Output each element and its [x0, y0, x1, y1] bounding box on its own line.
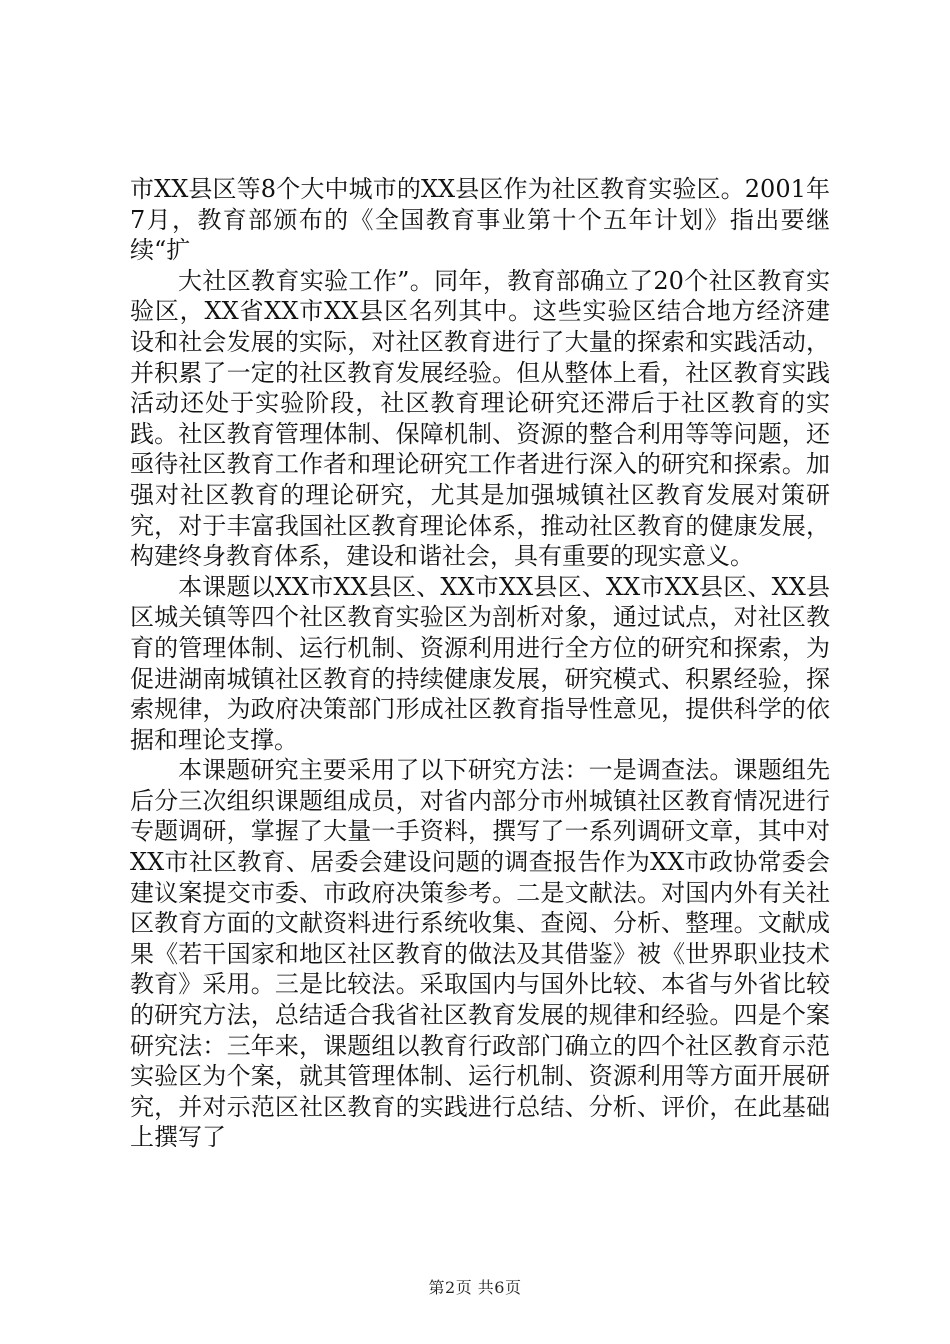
paragraph-1: 市XX县区等8个大中城市的XX县区作为社区教育实验区。2001年7月，教育部颁布的《全国教育事业第十个五年计划》指出要继续“扩	[130, 175, 830, 265]
paragraph-4: 本课题研究主要采用了以下研究方法：一是调查法。课题组先后分三次组织课题组成员，对省内部分市州城镇社区教育情况进行专题调研，掌握了大量一手资料，撰写了一系列调研文章，其中对XX市社区教育、居委会建设问题的调查报告作为XX市政协常委会建议案提交市委、市政府决策参考。二是文献法。对国内外有关社区教育方面的文献资料进行系统收集、查阅、分析、整理。文献成果《若干国家和地区社区教育的做法及其借鉴》被《世界职业技术教育》采用。三是比较法。采取国内与国外比较、本省与外省比较的研究方法，总结适合我省社区教育发展的规律和经验。四是个案研究法：三年来，课题组以教育行政部门确立的四个社区教育示范实验区为个案，就其管理体制、运行机制、资源利用等方面开展研究，并对示范区社区教育的实践进行总结、分析、评价，在此基础上撰写了	[130, 756, 830, 1152]
paragraph-3: 本课题以XX市XX县区、XX市XX县区、XX市XX县区、XX县区城关镇等四个社区教育实验区为剖析对象，通过试点，对社区教育的管理体制、运行机制、资源利用进行全方位的研究和探索，为促进湖南城镇社区教育的持续健康发展，研究模式、积累经验，探索规律，为政府决策部门形成社区教育指导性意见，提供科学的依据和理论支撑。	[130, 572, 830, 754]
paragraph-2: 大社区教育实验工作”。同年，教育部确立了20个社区教育实验区，XX省XX市XX县区名列其中。这些实验区结合地方经济建设和社会发展的实际，对社区教育进行了大量的探索和实践活动，并积累了一定的社区教育发展经验。但从整体上看，社区教育实践活动还处于实验阶段，社区教育理论研究还滞后于社区教育的实践。社区教育管理体制、保障机制、资源的整合利用等等问题，还亟待社区教育工作者和理论研究工作者进行深入的研究和探索。加强对社区教育的理论研究，尤其是加强城镇社区教育发展对策研究，对于丰富我国社区教育理论体系，推动社区教育的健康发展，构建终身教育体系，建设和谐社会，具有重要的现实意义。	[130, 266, 830, 571]
document-body	[130, 174, 830, 1153]
page-footer	[0, 1275, 950, 1298]
page-number-label: 第2页 共6页	[428, 1278, 522, 1297]
